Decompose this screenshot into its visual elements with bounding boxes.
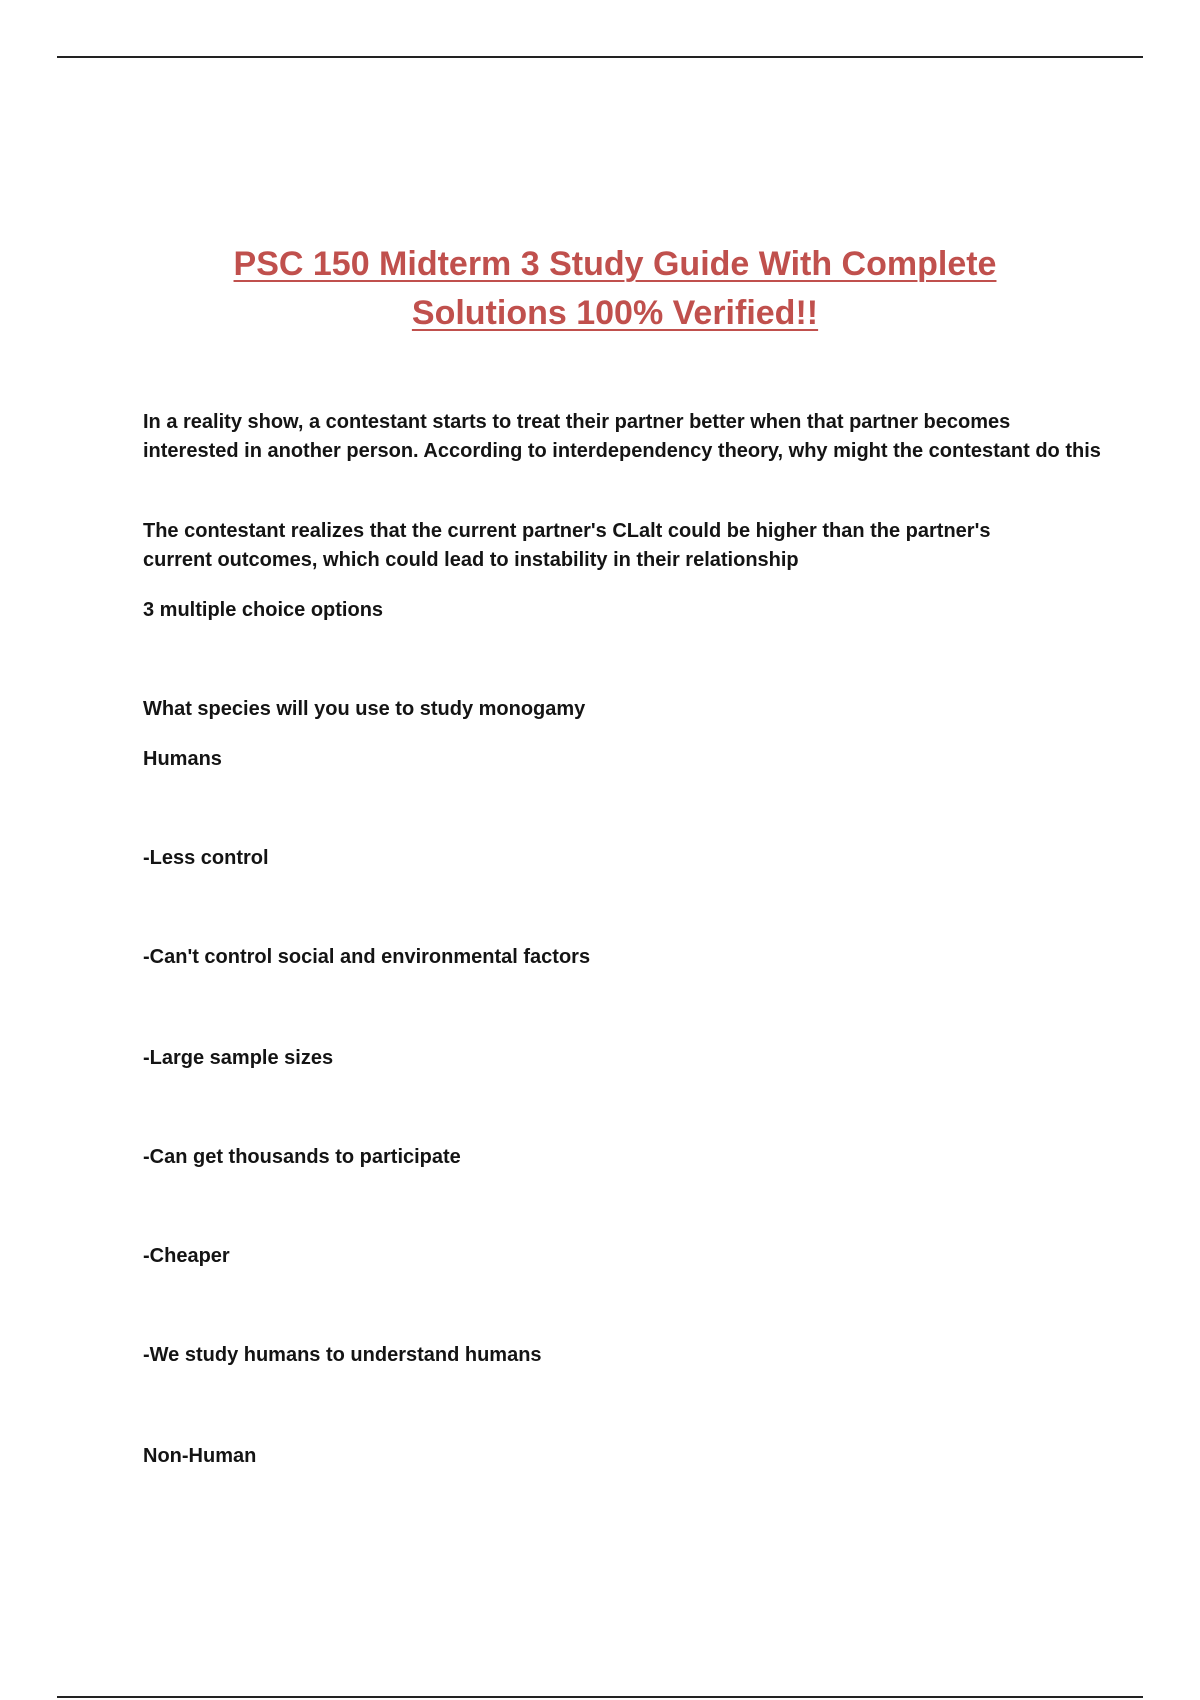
note-multiple-choice: 3 multiple choice options — [143, 599, 384, 621]
point-cant-control: -Can't control social and environmental factors — [143, 946, 591, 968]
bottom-rule — [57, 1696, 1143, 1698]
top-rule — [57, 56, 1143, 58]
answer-clalt: The contestant realizes that the current partner's CLalt could be higher than the partner's current outcomes, which could lead to instability in their relationship — [143, 520, 991, 571]
point-thousands: -Can get thousands to participate — [143, 1146, 461, 1168]
question-reality-show: In a reality show, a contestant starts to treat their partner better when that partner becomes interested in another person. According to interdependency theory, why might the contestant do this — [143, 411, 1101, 462]
point-cheaper: -Cheaper — [143, 1245, 230, 1267]
answer-non-human: Non-Human — [143, 1445, 257, 1467]
question-species: What species will you use to study monogamy — [143, 698, 586, 720]
document-title — [120, 240, 1110, 338]
point-study-humans: -We study humans to understand humans — [143, 1344, 542, 1366]
answer-humans: Humans — [143, 748, 222, 770]
title-line-2: Solutions 100% Verified!! — [411, 294, 819, 332]
title-line-1: PSC 150 Midterm 3 Study Guide With Complete — [233, 245, 997, 283]
point-large-samples: -Large sample sizes — [143, 1047, 334, 1069]
point-less-control: -Less control — [143, 847, 269, 869]
